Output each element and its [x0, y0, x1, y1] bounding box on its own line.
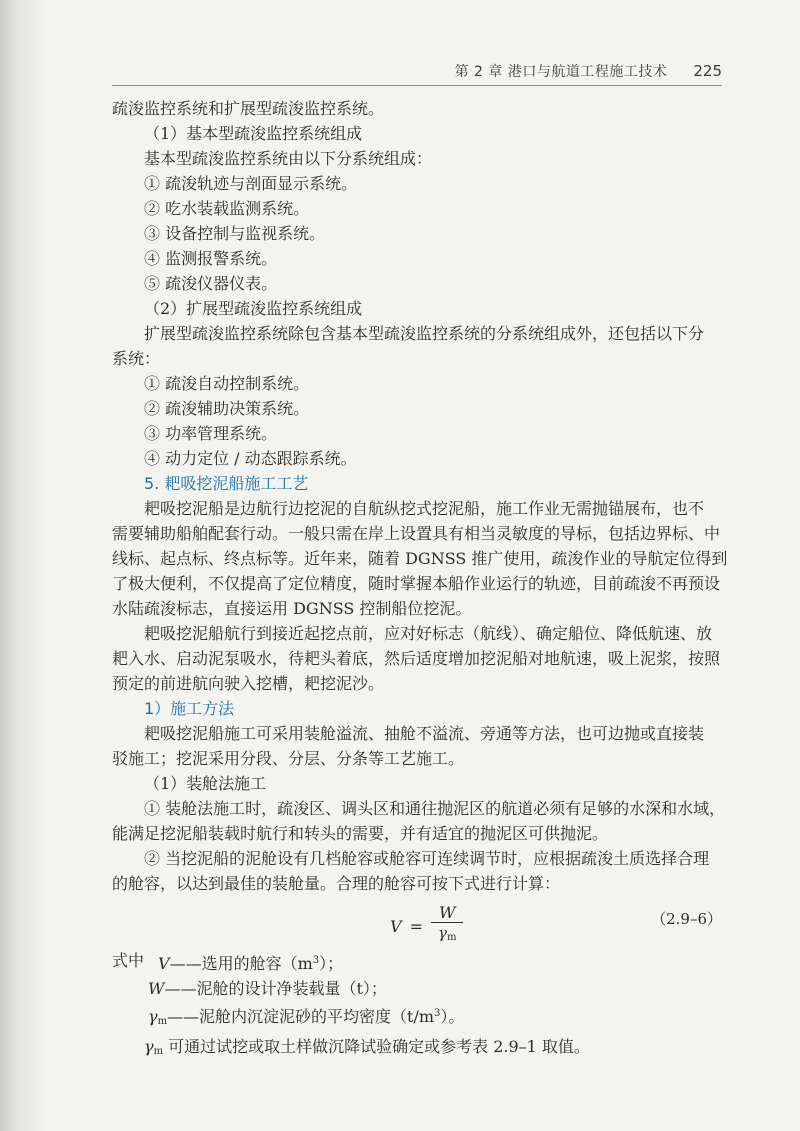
where-label: 式中 [112, 951, 145, 970]
list-item: ⑤ 疏浚仪器仪表。 [144, 274, 278, 293]
paragraph-text: 可通过试挖或取土样做沉降试验确定或参考表 2.9–1 取值。 [163, 1037, 590, 1056]
formula [390, 904, 463, 948]
running-header [112, 58, 722, 84]
paragraph-line: 耙吸挖泥船施工可采用装舱溢流、抽舱不溢流、旁通等方法，也可边抛或直接装 [144, 724, 705, 743]
chapter-title: 第 2 章 港口与航道工程施工技术 [454, 64, 668, 80]
paragraph-line: 预定的前进航向驶入挖槽，耙挖泥沙。 [112, 674, 385, 693]
subscript: m [446, 932, 457, 943]
paragraph-line: ② 当挖泥船的泥舱设有几档舱容或舱容可连续调节时，应根据疏浚土质选择合理 [144, 849, 710, 868]
subsection-heading: 1）施工方法 [144, 699, 235, 718]
paragraph-line: 的舱容，以达到最佳的装舱量。合理的舱容可按下式进行计算： [112, 874, 561, 893]
fraction [431, 904, 463, 948]
where-clause [112, 948, 724, 976]
list-item: ① 疏浚轨迹与剖面显示系统。 [144, 174, 358, 193]
list-item: ③ 功率管理系统。 [144, 424, 278, 443]
paragraph-line: 耙吸挖泥船是边航行边挖泥的自航纵挖式挖泥船，施工作业无需抛锚展布，也不 [144, 499, 705, 518]
list-item: ④ 监测报警系统。 [144, 249, 278, 268]
definition-row [112, 976, 724, 1001]
paragraph-line: 水陆疏浚标志，直接运用 DGNSS 控制船位挖泥。 [112, 599, 472, 618]
list-item: ① 疏浚自动控制系统。 [144, 374, 310, 393]
list-item: ② 吃水装载监测系统。 [144, 199, 310, 218]
definition-tail: ）。 [440, 1007, 465, 1026]
definition-row [112, 1001, 724, 1034]
formula-lhs: V [390, 916, 402, 936]
body-text [112, 96, 728, 1064]
fraction-numerator: W [431, 904, 463, 923]
list-item: ② 疏浚辅助决策系统。 [144, 399, 310, 418]
paragraph-line: 了极大便利，不仅提高了定位精度，随时掌握本船作业运行的轨迹，目前疏浚不再预设 [112, 574, 721, 593]
definition [158, 948, 343, 976]
paragraph-line: 需要辅助船舶配套行动。一般只需在岸上设置具有相当灵敏度的导标，包括边界标、中 [112, 524, 721, 543]
page-number: 225 [693, 62, 722, 80]
paragraph-line: 扩展型疏浚监控系统除包含基本型疏浚监控系统的分系统组成外，还包括以下分 [144, 324, 705, 343]
subscript: m [157, 1016, 168, 1027]
definition-text: ——选用的舱容（m [169, 954, 313, 973]
section-heading: 5. 耙吸挖泥船施工工艺 [144, 474, 309, 493]
definition-text: ——泥舱内沉淀泥砂的平均密度（t/m [167, 1007, 435, 1026]
definition-text: ——泥舱的设计净装载量（t）； [164, 979, 387, 998]
paragraph-line: ① 装舱法施工时，疏浚区、调头区和通往抛泥区的航道必须有足够的水深和水域， [144, 799, 726, 818]
paragraph-line: 系统： [112, 349, 161, 368]
fraction-denominator [438, 923, 456, 948]
paragraph-line: 耙入水、启动泥泵吸水，待耙头着底，然后适度增加挖泥船对地航速，吸上泥浆，按照 [112, 649, 721, 668]
symbol: W [148, 979, 165, 998]
paragraph-line: 耙吸挖泥船航行到接近起挖点前，应对好标志（航线）、确定船位、降低航速、放 [144, 624, 713, 643]
symbol: V [158, 954, 170, 973]
formula-equals: = [409, 916, 423, 936]
header-rule [112, 85, 722, 86]
subheading: （2）扩展型疏浚监控系统组成 [144, 299, 363, 318]
paragraph-line: 能满足挖泥船装载时航行和转头的需要，并有适宜的抛泥区可供抛泥。 [112, 824, 609, 843]
gamma-symbol: γ [437, 924, 447, 942]
definition [148, 976, 387, 1001]
paragraph: 基本型疏浚监控系统由以下分系统组成： [144, 149, 433, 168]
symbol: γ [144, 1037, 154, 1056]
subheading: （1）基本型疏浚监控系统组成 [144, 124, 363, 143]
subscript: m [153, 1046, 164, 1057]
equation-number: （2.9–6） [651, 910, 722, 928]
paragraph-line: 驳施工；挖泥采用分段、分层、分条等工艺施工。 [112, 749, 465, 768]
subheading: （1）装舱法施工 [144, 774, 267, 793]
superscript: 3 [312, 955, 320, 966]
definition-tail: ）； [319, 954, 344, 973]
definition [148, 1001, 464, 1034]
binding-shadow [0, 0, 48, 1131]
superscript: 3 [434, 1008, 441, 1019]
symbol: γ [148, 1007, 158, 1026]
list-item: ③ 设备控制与监视系统。 [144, 224, 326, 243]
formula-block [112, 898, 724, 944]
list-item: ④ 动力定位 / 动态跟踪系统。 [144, 449, 357, 468]
paragraph-line: 线标、起点标、终点标等。近年来，随着 DGNSS 推广使用，疏浚作业的导航定位得到 [112, 549, 728, 568]
paragraph: 疏浚监控系统和扩展型疏浚监控系统。 [112, 99, 385, 118]
paragraph [112, 1034, 724, 1064]
